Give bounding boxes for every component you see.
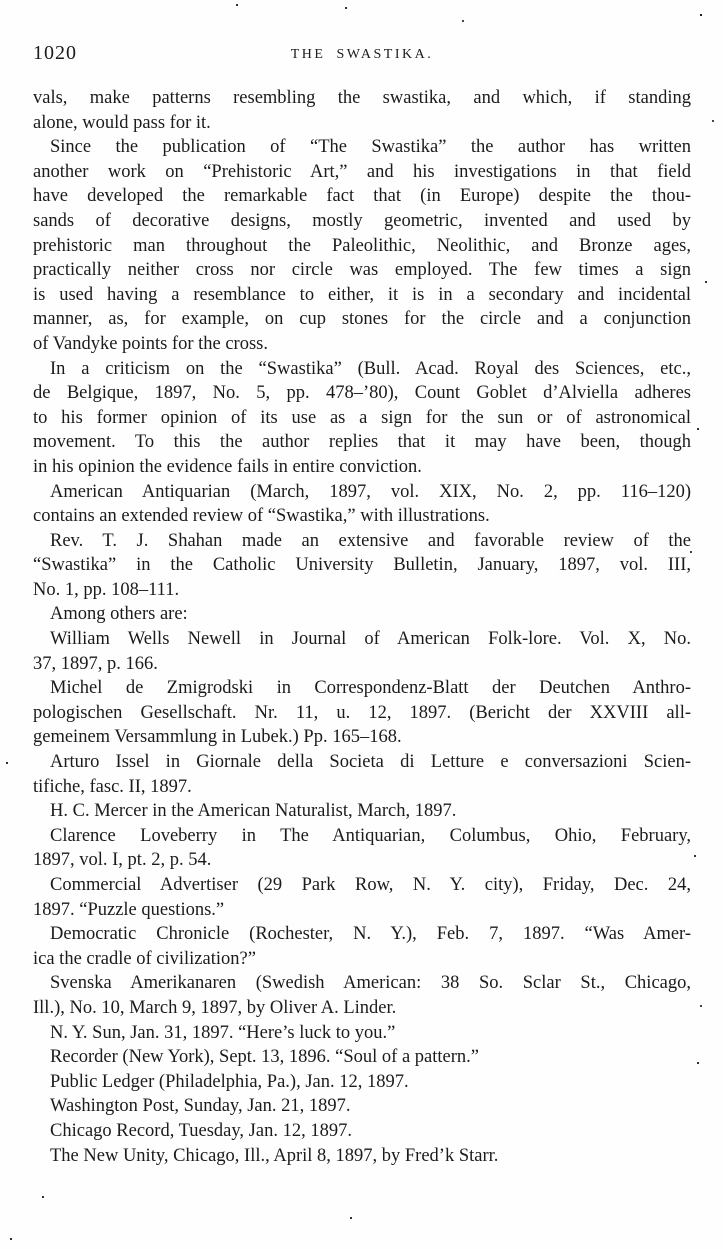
text-line: is used having a resemblance to either, it is in a secondary and incidental: [33, 284, 691, 305]
text-line: another work on “Prehistoric Art,” and his investigations in that field: [33, 161, 691, 182]
running-title: THE SWASTIKA.: [290, 47, 434, 62]
text-line: alone, would pass for it.: [33, 112, 211, 133]
text-line: manner, as, for example, on cup stones for the circle and a conjunction: [33, 309, 691, 330]
paragraph: [33, 529, 691, 603]
text-line: 1897. “Puzzle questions.”: [33, 899, 225, 920]
scan-speckles: [0, 0, 2, 2]
text-line: Washington Post, Sunday, Jan. 21, 1897.: [50, 1096, 351, 1117]
paragraph: [33, 480, 691, 529]
text-line: contains an extended review of “Swastika,” with illustrations.: [33, 506, 490, 527]
text-line: of Vandyke points for the cross.: [33, 333, 268, 354]
page-header: [33, 42, 691, 66]
text-line: Public Ledger (Philadelphia, Pa.), Jan. 12, 1897.: [50, 1071, 409, 1092]
text-line: practically neither cross nor circle was employed. The few times a sign: [33, 260, 691, 281]
text-line: to his former opinion of its use as a sign for the sun or of astronomical: [33, 407, 691, 428]
text-line: in his opinion the evidence fails in entire conviction.: [33, 456, 422, 477]
paragraph: [33, 135, 691, 356]
text-line: No. 1, pp. 108–111.: [33, 579, 180, 600]
paragraph: [33, 86, 691, 135]
text-line: Michel de Zmigrodski in Correspondenz-Blatt der Deutchen Anthro-: [50, 678, 691, 699]
text-line: Arturo Issel in Giornale della Societa di Letture e conversazioni Scien-: [50, 752, 691, 773]
paragraph: [33, 1094, 691, 1119]
text-line: Rev. T. J. Shahan made an extensive and favorable review of the: [50, 530, 691, 551]
paragraph: [33, 799, 691, 824]
paragraph: [33, 1021, 691, 1046]
text-line: 37, 1897, p. 166.: [33, 653, 158, 674]
text-line: gemeinem Versammlung in Lubek.) Pp. 165–168.: [33, 727, 402, 748]
text-line: “Swastika” in the Catholic University Bulletin, January, 1897, vol. III,: [33, 555, 691, 576]
text-line: Democratic Chronicle (Rochester, N. Y.), Feb. 7, 1897. “Was Amer-: [50, 924, 691, 945]
paragraph: [33, 357, 691, 480]
text-line: de Belgique, 1897, No. 5, pp. 478–’80), Count Goblet d’Alviella adheres: [33, 383, 691, 404]
text-line: The New Unity, Chicago, Ill., April 8, 1897, by Fred’k Starr.: [50, 1145, 499, 1166]
text-line: Chicago Record, Tuesday, Jan. 12, 1897.: [50, 1120, 352, 1141]
paragraph: [33, 1070, 691, 1095]
paragraph: [33, 750, 691, 799]
paragraph: [33, 676, 691, 750]
paragraph: [33, 922, 691, 971]
paragraph: [33, 971, 691, 1020]
text-line: H. C. Mercer in the American Naturalist, March, 1897.: [50, 801, 457, 822]
text-line: Ill.), No. 10, March 9, 1897, by Oliver A. Linder.: [33, 997, 397, 1018]
text-line: tifiche, fasc. II, 1897.: [33, 776, 192, 797]
text-line: Clarence Loveberry in The Antiquarian, Columbus, Ohio, February,: [50, 825, 691, 846]
text-line: have developed the remarkable fact that (in Europe) despite the thou-: [33, 186, 691, 207]
paragraph: [33, 1045, 691, 1070]
text-line: sands of decorative designs, mostly geometric, invented and used by: [33, 210, 691, 231]
text-line: In a criticism on the “Swastika” (Bull. Acad. Royal des Sciences, etc.,: [50, 358, 691, 379]
paragraph: [33, 873, 691, 922]
paragraph: [33, 1119, 691, 1144]
paragraph: [33, 824, 691, 873]
text-line: William Wells Newell in Journal of American Folk-lore. Vol. X, No.: [50, 629, 691, 650]
paragraph: [33, 627, 691, 676]
text-line: Recorder (New York), Sept. 13, 1896. “Soul of a pattern.”: [50, 1047, 480, 1068]
text-line: Among others are:: [50, 604, 188, 625]
text-line: 1897, vol. I, pt. 2, p. 54.: [33, 850, 212, 871]
page-number: 1020: [33, 42, 77, 64]
text-line: prehistoric man throughout the Paleolithic, Neolithic, and Bronze ages,: [33, 235, 691, 256]
text-line: ica the cradle of civilization?”: [33, 948, 256, 969]
text-line: Commercial Advertiser (29 Park Row, N. Y. city), Friday, Dec. 24,: [50, 875, 691, 895]
text-line: movement. To this the author replies that it may have been, though: [33, 432, 691, 453]
paragraph: [33, 1144, 691, 1169]
page-body: [33, 86, 691, 1168]
text-line: vals, make patterns resembling the swastika, and which, if standing: [33, 88, 691, 108]
text-line: Since the publication of “The Swastika” the author has written: [50, 137, 691, 158]
text-line: N. Y. Sun, Jan. 31, 1897. “Here’s luck to you.”: [50, 1022, 396, 1043]
paragraph: [33, 602, 691, 627]
text-line: American Antiquarian (March, 1897, vol. XIX, No. 2, pp. 116–120): [50, 481, 691, 502]
text-line: Svenska Amerikanaren (Swedish American: 38 So. Sclar St., Chicago,: [50, 973, 691, 994]
text-line: pologischen Gesellschaft. Nr. 11, u. 12, 1897. (Bericht der XXVIII all-: [33, 702, 691, 723]
